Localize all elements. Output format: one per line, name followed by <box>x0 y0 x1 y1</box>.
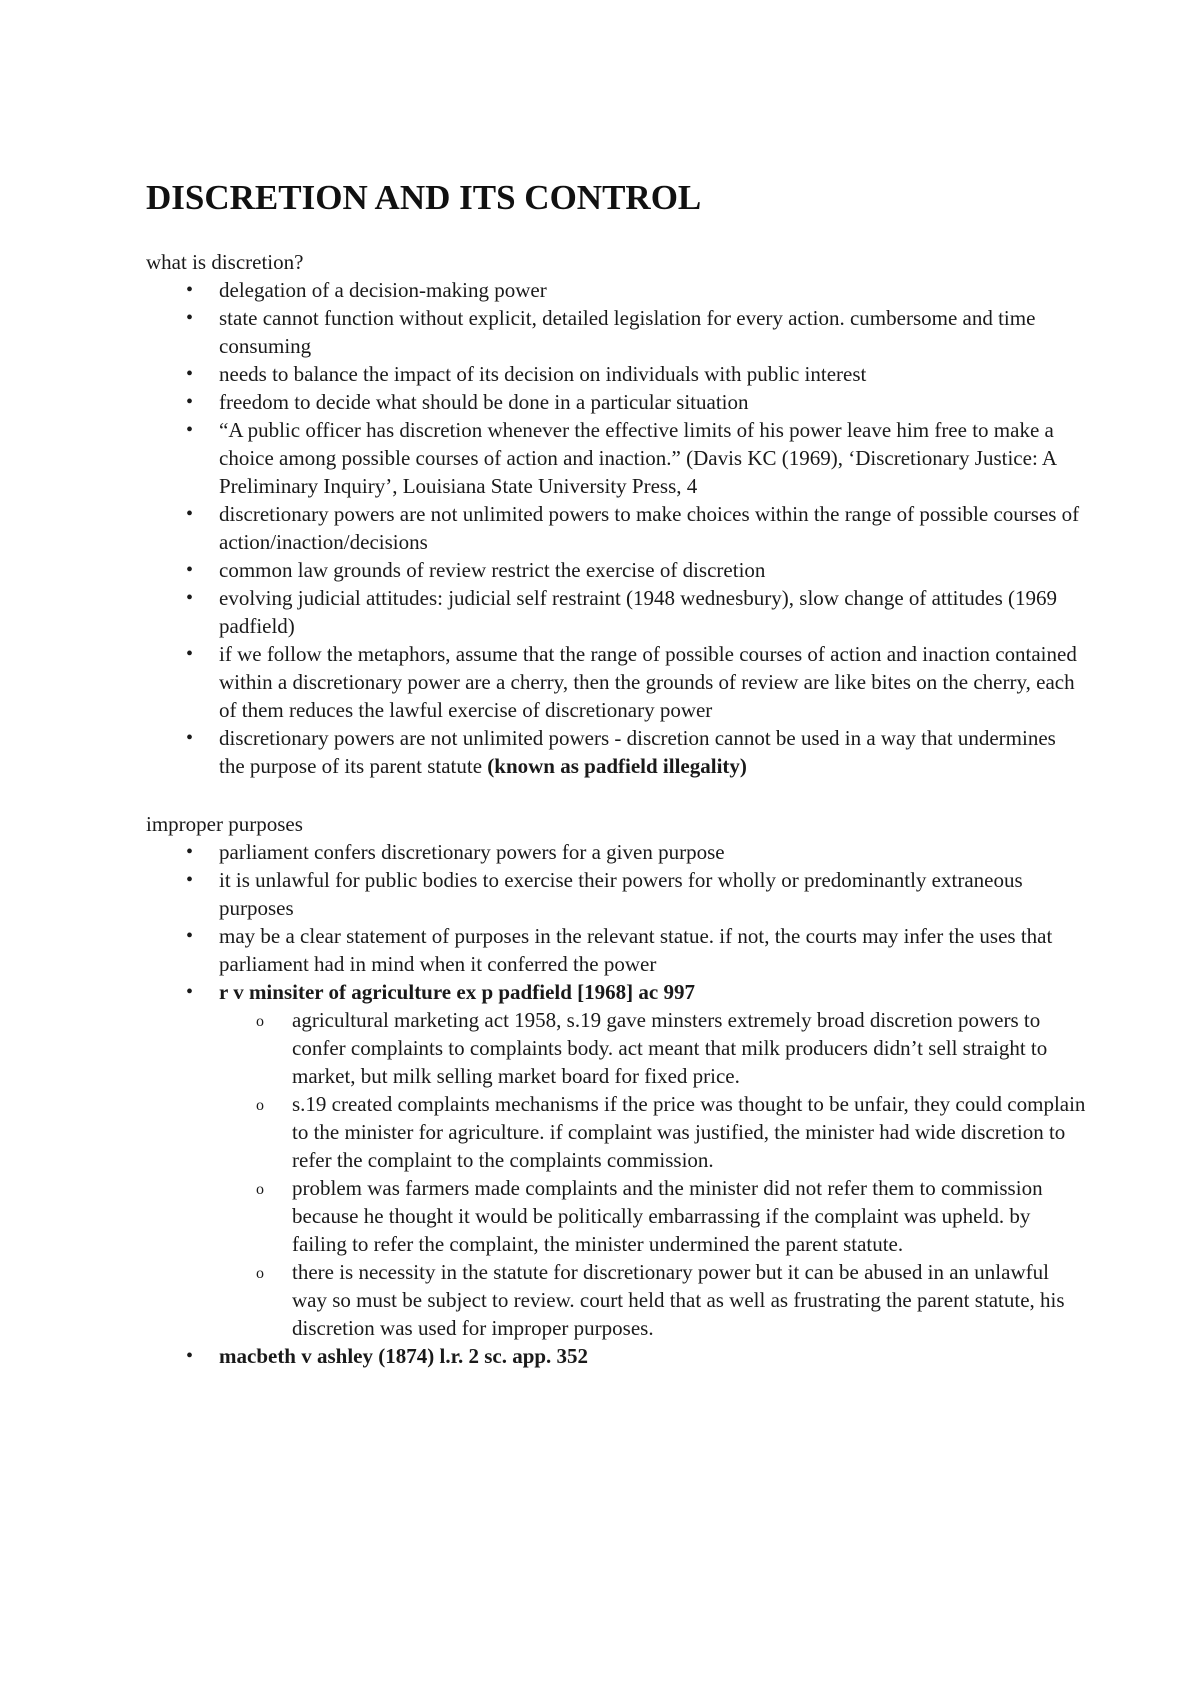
list-item: • delegation of a decision-making power <box>146 276 1086 304</box>
document-body <box>146 178 1086 1370</box>
sub-list-item: o problem was farmers made complaints and the minister did not refer them to commission because he thought it would be politically embarrassing if the complaint was upheld. by failing to refer the complaint, the minister undermined the parent statute. <box>219 1174 1086 1258</box>
case-item-macbeth <box>146 1342 1086 1370</box>
list-item-text: discretionary powers are not unlimited powers - discretion cannot be used in a way that undermines the purpose of its parent statute <box>219 726 1056 778</box>
list-item: • “A public officer has discretion whenever the effective limits of his power leave him free to make a choice among possible courses of action and inaction.” (Davis KC (1969), ‘Discretionary Justice: A Preliminary Inquiry’, Louisiana State University Press, 4 <box>146 416 1086 500</box>
list-item: • may be a clear statement of purposes in the relevant statue. if not, the courts may infer the uses that parliament had in mind when it conferred the power <box>146 922 1086 978</box>
list-item: • if we follow the metaphors, assume that the range of possible courses of action and inaction contained within a discretionary power are a cherry, then the grounds of review are like bites on the cherry, each of them reduces the lawful exercise of discretionary power <box>146 640 1086 724</box>
list-item: • discretionary powers are not unlimited powers to make choices within the range of possible courses of action/inaction/decisions <box>146 500 1086 556</box>
sub-list-item: o agricultural marketing act 1958, s.19 gave minsters extremely broad discretion powers to confer complaints to complaints body. act meant that milk producers didn’t sell straight to market, but milk selling market board for fixed price. <box>219 1006 1086 1090</box>
list-item: • common law grounds of review restrict the exercise of discretion <box>146 556 1086 584</box>
section-heading-improper-purposes: improper purposes <box>146 812 303 836</box>
case-title: r v minsiter of agriculture ex p padfield [1968] ac 997 <box>219 980 695 1004</box>
section-heading-what-is-discretion: what is discretion? <box>146 250 304 274</box>
sub-list-item: o there is necessity in the statute for discretionary power but it can be abused in an unlawful way so must be subject to review. court held that as well as frustrating the parent statute, his discretion was used for improper purposes. <box>219 1258 1086 1342</box>
list-item: • needs to balance the impact of its decision on individuals with public interest <box>146 360 1086 388</box>
page-title: DISCRETION AND ITS CONTROL <box>146 178 702 217</box>
discretion-bullet-list <box>146 276 1086 780</box>
list-item: • state cannot function without explicit, detailed legislation for every action. cumbersome and time consuming <box>146 304 1086 360</box>
case-title: macbeth v ashley (1874) l.r. 2 sc. app. 352 <box>219 1344 589 1368</box>
case-item-padfield <box>146 978 1086 1342</box>
list-item-padfield-illegality <box>146 724 1086 780</box>
emphasis-text: (known as padfield illegality) <box>487 754 747 778</box>
list-item: • it is unlawful for public bodies to exercise their powers for wholly or predominantly extraneous purposes <box>146 866 1086 922</box>
sub-list-item: o s.19 created complaints mechanisms if the price was thought to be unfair, they could complain to the minister for agriculture. if complaint was justified, the minister had wide discretion to refer the complaint to the complaints commission. <box>219 1090 1086 1174</box>
list-item: • parliament confers discretionary powers for a given purpose <box>146 838 1086 866</box>
improper-purposes-bullet-list <box>146 838 1086 1370</box>
case-subpoints <box>219 1006 1086 1342</box>
list-item: • freedom to decide what should be done in a particular situation <box>146 388 1086 416</box>
list-item: • evolving judicial attitudes: judicial self restraint (1948 wednesbury), slow change of attitudes (1969 padfield) <box>146 584 1086 640</box>
